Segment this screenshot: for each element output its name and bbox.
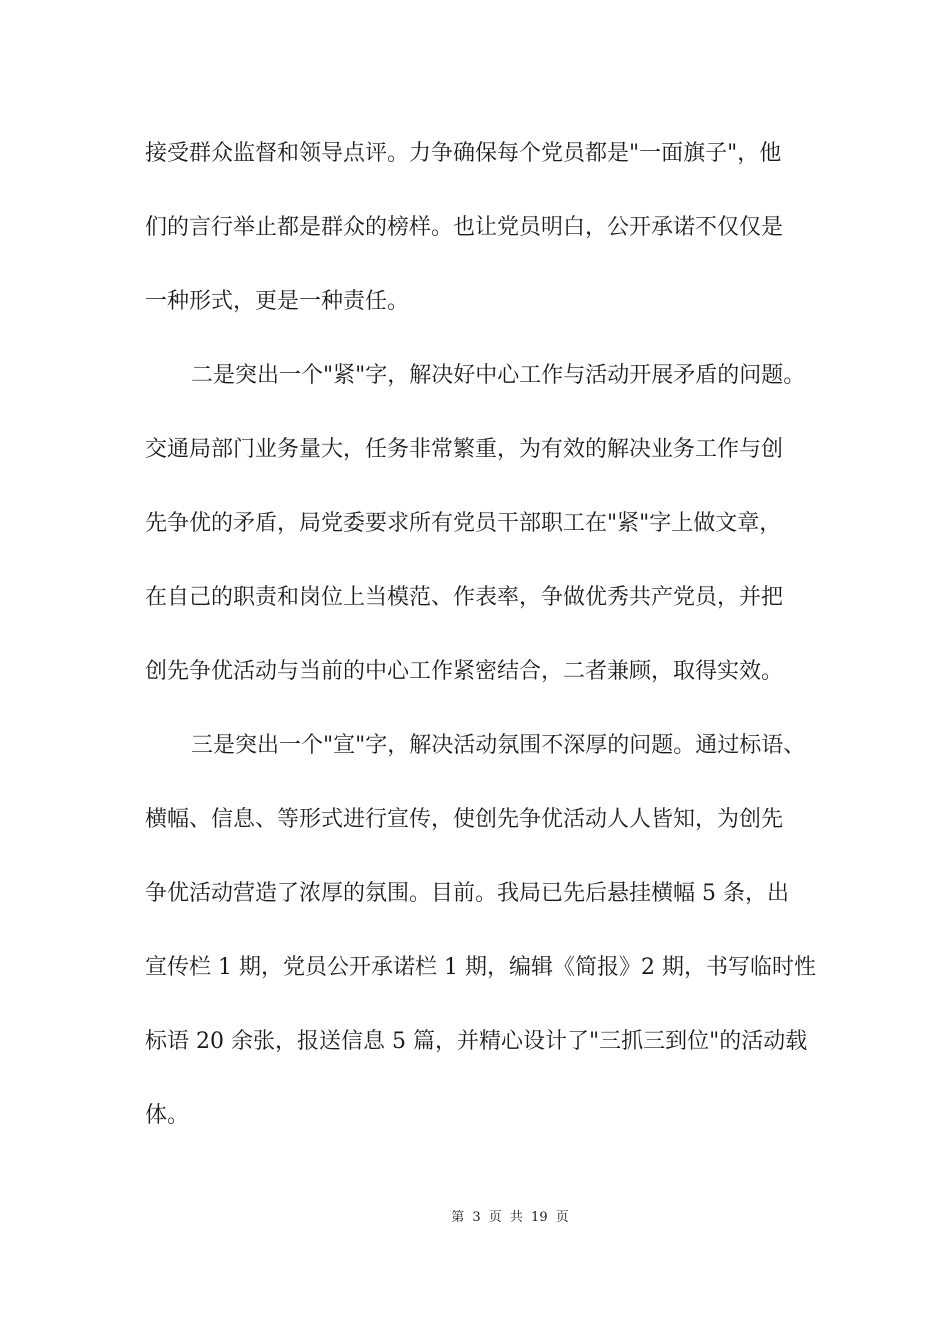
paragraph-start-line: 三是突出一个"宣"字，解决活动氛围不深厚的问题。通过标语、 xyxy=(191,733,806,758)
text-line: 在自己的职责和岗位上当模范、作表率，争做优秀共产党员，并把 xyxy=(145,585,784,610)
document-body xyxy=(145,132,816,1168)
text-line: 接受群众监督和领导点评。力争确保每个党员都是"一面旗子"，他 xyxy=(145,141,782,166)
text-line: 体。 xyxy=(145,1103,190,1128)
text-line: 一种形式，更是一种责任。 xyxy=(145,289,410,314)
text-line: 交通局部门业务量大，任务非常繁重，为有效的解决业务工作与创 xyxy=(145,437,784,462)
page-number-footer: 第 3 页 共 19 页 xyxy=(451,1210,569,1225)
text-line: 先争优的矛盾，局党委要求所有党员干部职工在"紧"字上做文章， xyxy=(145,511,782,536)
text-line: 们的言行举止都是群众的榜样。也让党员明白，公开承诺不仅仅是 xyxy=(145,215,784,240)
text-line: 宣传栏 1 期，党员公开承诺栏 1 期，编辑《简报》2 期，书写临时性 xyxy=(145,955,816,980)
text-line: 横幅、信息、等形式进行宣传，使创先争优活动人人皆知，为创先 xyxy=(145,807,784,832)
text-line: 标语 20 余张，报送信息 5 篇，并精心设计了"三抓三到位"的活动载 xyxy=(145,1029,808,1054)
text-line: 争优活动营造了浓厚的氛围。目前。我局已先后悬挂横幅 5 条，出 xyxy=(145,881,789,906)
text-line: 创先争优活动与当前的中心工作紧密结合，二者兼顾，取得实效。 xyxy=(145,659,784,684)
paragraph-start-line: 二是突出一个"紧"字，解决好中心工作与活动开展矛盾的问题。 xyxy=(191,363,806,388)
